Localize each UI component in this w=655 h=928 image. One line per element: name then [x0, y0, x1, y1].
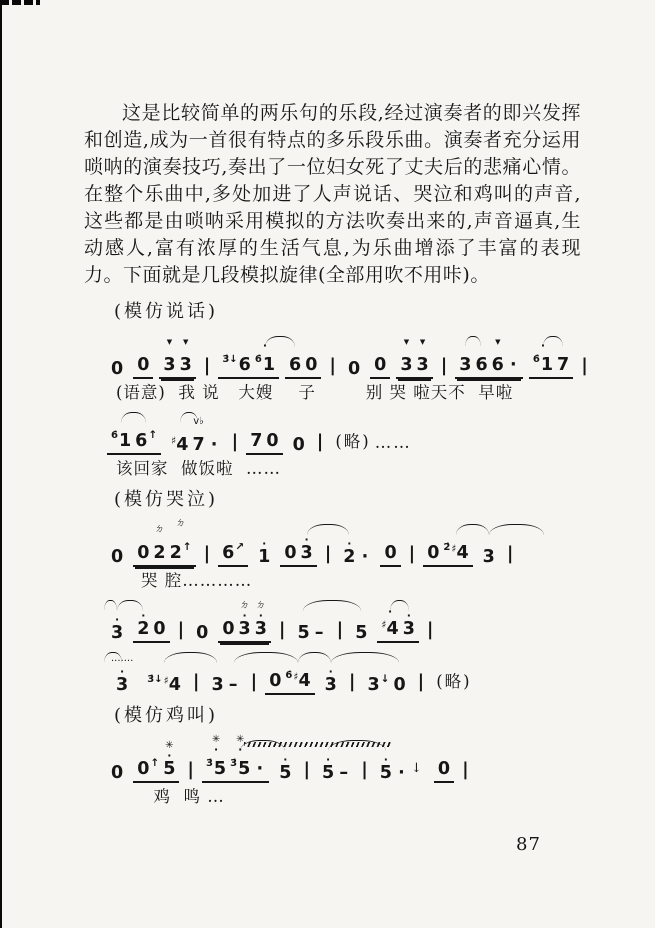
- text-token: ↓: [410, 761, 424, 776]
- note: [196, 603, 208, 643]
- accidental: ♯: [381, 619, 387, 631]
- note: [170, 517, 192, 563]
- beamed-note-group: [380, 523, 400, 567]
- barline: |: [440, 355, 448, 376]
- note: [255, 599, 267, 639]
- pitch-arrow: ↑: [148, 429, 158, 441]
- note-digit: 5: [322, 763, 335, 783]
- note: [250, 411, 262, 451]
- octave-dot: ·: [387, 605, 393, 618]
- slur-arc: [117, 600, 143, 611]
- slur-arc: [104, 600, 117, 611]
- barline: |: [336, 619, 344, 640]
- text-token: ……: [374, 433, 412, 452]
- barline: |: [316, 431, 324, 452]
- barline: |: [303, 759, 311, 780]
- note-digit: 0: [153, 619, 166, 639]
- accidental: ♯: [163, 675, 169, 687]
- technique-mark: ㄉ: [175, 518, 186, 529]
- note-digit: $^{3̇}$5: [205, 758, 227, 779]
- octave-dot: ·: [238, 743, 243, 756]
- beamed-note-group: [218, 599, 271, 643]
- technique-mark: ·······: [111, 656, 134, 667]
- note-digit: 0: [384, 543, 397, 563]
- note-digit: 0: [111, 763, 124, 783]
- scan-edge-line: [0, 0, 2, 928]
- note-digit: 0: [266, 431, 279, 451]
- octave-dot: [137, 747, 159, 754]
- octave-dot: [222, 531, 244, 538]
- octave-dot: ·: [242, 609, 247, 622]
- pitch-arrow: ↑: [150, 757, 160, 769]
- note-digit: $^{3̇↓}$6: [222, 354, 251, 375]
- slur-arc: [331, 652, 399, 663]
- barline: |: [187, 759, 194, 780]
- staccato-mark: ▼: [182, 338, 189, 346]
- technique-mark: ㄉ: [239, 600, 250, 611]
- note-group: [432, 668, 475, 695]
- note-digit: 2↑: [169, 541, 192, 563]
- note-digit: ·: [361, 547, 369, 567]
- beamed-note-group: [218, 329, 279, 379]
- note: [163, 335, 175, 375]
- note-digit: 0: [284, 543, 297, 563]
- slur-arc: [465, 336, 481, 347]
- note-digit: 0: [111, 547, 124, 567]
- barline: |: [361, 759, 368, 780]
- note-digit: $^{3̇↓♯}$4: [147, 674, 181, 695]
- grace-note: 3̇: [205, 758, 213, 769]
- octave-dot: ·: [213, 743, 219, 756]
- grace-note: 6̇: [254, 354, 262, 365]
- staccato-mark: ▼: [166, 338, 173, 346]
- note-digit: 0: [269, 671, 282, 691]
- note: [427, 523, 439, 563]
- barline: |: [462, 759, 469, 780]
- note-digit: 3: [163, 355, 176, 375]
- note-digit: –: [228, 675, 238, 695]
- note-digit: ·: [510, 355, 517, 375]
- staccato-mark: ▼: [403, 338, 410, 346]
- text-token: (略): [436, 672, 472, 691]
- note-digit: ·: [210, 435, 218, 455]
- note-digit: 0: [347, 359, 361, 379]
- note-digit: 3: [416, 355, 429, 375]
- octave-dot: ·: [120, 665, 125, 678]
- barline: |: [278, 619, 286, 640]
- octave-dot: ·: [283, 753, 288, 766]
- note-digit: 3: [482, 547, 495, 567]
- octave-dot: [171, 425, 188, 432]
- barline: |: [250, 671, 258, 692]
- barline: |: [408, 543, 416, 564]
- note: [305, 335, 317, 375]
- slur-arc: [104, 652, 122, 663]
- note-group: [107, 743, 127, 783]
- note: [137, 523, 149, 563]
- note-digit: 0: [427, 543, 440, 563]
- note-digit: $^{6̇}$1: [532, 354, 554, 375]
- lyric-line: 哭 腔…………: [116, 571, 253, 590]
- grace-note: 3̇: [230, 758, 238, 769]
- octave-dot: ·: [540, 339, 546, 352]
- note-digit: 0: [305, 355, 318, 375]
- section-label: (模仿鸡叫): [114, 705, 219, 726]
- note: [209, 415, 220, 455]
- grace-note: 3̇↓: [222, 354, 238, 365]
- octave-dot: [170, 531, 192, 538]
- barline: |: [192, 671, 200, 692]
- note-digit: 2: [137, 619, 150, 639]
- note-digit: 0: [111, 359, 124, 379]
- barline: |: [231, 431, 239, 452]
- note-digit: 5: [163, 759, 176, 779]
- slur-arc: [390, 600, 410, 611]
- notes-row: [104, 649, 581, 695]
- note: [222, 517, 244, 563]
- beamed-note-group: [434, 739, 454, 783]
- note-digit: 6: [289, 355, 302, 375]
- note: [396, 743, 407, 783]
- pitch-arrow: ↑: [182, 541, 192, 553]
- beamed-note-group: [218, 517, 248, 567]
- body-paragraph: 这是比较简单的两乐句的乐段,经过演奏者的即兴发挥和创造,成为一首很有特点的多乐段乐曲。演奏者充分运用唢呐的演奏技巧,奏出了一位妇女死了丈夫后的悲痛心情。在整个乐曲中,多处加进了人声说话、哭泣和鸡叫的声音,这些都是由唢呐采用模拟的方法吹奏出来的,声音逼真,生动感人,富有浓厚的生活气息,为乐曲增添了丰富的表现力。下面就是几段模拟旋律(全部用吹不用咔)。: [84, 102, 581, 286]
- music-line: [104, 409, 581, 479]
- octave-dot: ·: [262, 537, 267, 550]
- octave-dot: ·: [262, 339, 268, 352]
- note-digit: 0: [292, 435, 305, 455]
- note: [222, 329, 251, 375]
- text-token: (略): [335, 432, 371, 451]
- lyric-line: (语意) 我 说 大嫂 子 别 哭 啦天不 早啦: [116, 383, 514, 402]
- note-digit: 5: [279, 763, 292, 783]
- note-digit: $^{2̇♯}$4: [443, 542, 469, 563]
- note-digit: 3: [324, 675, 337, 695]
- slur-arc: [265, 336, 295, 347]
- note-digit: 6: [475, 355, 488, 375]
- note-digit: 2: [343, 547, 356, 567]
- note: [239, 599, 251, 639]
- note-digit: 3: [300, 543, 313, 563]
- beamed-note-group: [133, 335, 153, 379]
- slur-arc: [164, 652, 217, 663]
- octave-dot: [367, 663, 389, 670]
- note-digit: 5: [297, 623, 310, 643]
- note-digit: ♯4: [381, 619, 399, 639]
- music-line: [104, 597, 581, 643]
- note-group: [107, 339, 127, 379]
- page-number: 87: [516, 834, 541, 855]
- slur-arc: [543, 336, 563, 347]
- beamed-note-group: [396, 335, 432, 379]
- accidental: ♯: [451, 543, 457, 555]
- note: [137, 733, 159, 779]
- note: [348, 339, 360, 379]
- note-digit: 3: [238, 619, 251, 639]
- note: [111, 527, 123, 567]
- music-line: [104, 649, 581, 695]
- staccato-mark: ▼: [495, 338, 501, 346]
- slur-arc: [456, 524, 490, 535]
- note: [266, 411, 278, 451]
- note: [258, 527, 270, 567]
- note-digit: –: [314, 623, 324, 643]
- music-line: [104, 518, 581, 591]
- note-digit: 6: [491, 355, 504, 375]
- note-digit: 0: [196, 623, 209, 643]
- note: [374, 335, 386, 375]
- octave-dot: ·: [115, 613, 120, 626]
- note: [222, 599, 234, 639]
- note-digit: 2: [153, 543, 166, 563]
- slur-arc: [303, 600, 361, 611]
- note-digit: ♯4: [171, 435, 189, 455]
- note: [111, 339, 123, 379]
- music-line: [104, 734, 581, 807]
- note: [400, 335, 412, 375]
- barline: |: [426, 619, 434, 640]
- grace-note: 6̇: [111, 430, 118, 441]
- barline: |: [203, 543, 211, 564]
- note: [230, 733, 250, 779]
- beamed-note-group: [133, 517, 195, 567]
- note: [492, 335, 504, 375]
- trill-wavy-line: [244, 742, 392, 747]
- beamed-note-group: [159, 335, 195, 379]
- note-group: [344, 339, 364, 379]
- accidental: ♯: [171, 435, 177, 447]
- note: [284, 523, 296, 563]
- barline: |: [506, 543, 514, 564]
- staccato-mark: ▼: [419, 338, 426, 346]
- slur-arc: [298, 652, 332, 663]
- note-digit: 3↓: [367, 673, 390, 695]
- section-label: (模仿哭泣): [114, 489, 219, 510]
- notes-row: [104, 597, 581, 643]
- technique-mark: ㄉ: [154, 524, 165, 535]
- note-digit: 7: [250, 431, 263, 451]
- octave-dot: ·: [167, 749, 172, 762]
- octave-dot: ·: [347, 537, 352, 550]
- note-digit: 3: [254, 619, 267, 639]
- note-digit: 6↗: [222, 541, 245, 563]
- note-group: [254, 527, 274, 567]
- note: [508, 335, 519, 375]
- note-group: [192, 603, 212, 643]
- note-digit: $^{6̇}$1: [111, 430, 132, 451]
- beamed-note-group: [370, 335, 390, 379]
- note-digit: 7: [557, 355, 570, 375]
- note: [417, 335, 429, 375]
- grace-note: 6̇: [532, 354, 540, 365]
- note-digit: 0: [137, 543, 150, 563]
- slur-arc: [121, 412, 146, 423]
- grace-note: 2̇: [443, 542, 451, 553]
- music-area: [84, 297, 588, 807]
- note-digit: 0: [222, 619, 235, 639]
- technique-mark: v♭: [193, 416, 204, 427]
- barline: |: [417, 671, 425, 692]
- note-digit: 5: [355, 623, 368, 643]
- octave-dot: ·: [141, 609, 146, 622]
- note-group: [289, 415, 309, 455]
- note-digit: ·: [398, 763, 405, 783]
- note-digit: 3: [459, 355, 472, 375]
- slur-arc: [307, 524, 349, 535]
- note-digit: $^{6̇♯}$4: [285, 670, 311, 691]
- note-digit: 0: [374, 355, 387, 375]
- grace-note: 6̇: [285, 670, 293, 681]
- octave-dot: [222, 343, 251, 350]
- section-label: (模仿说话): [114, 301, 219, 322]
- accidental: ♯: [293, 671, 299, 683]
- note-digit: $^{3̇}$5: [230, 758, 251, 779]
- grace-note: 3̇↓: [147, 674, 163, 685]
- octave-dot: [147, 663, 181, 670]
- lyric-line: 该回家 做饭啦 ……: [116, 459, 281, 478]
- note: [137, 335, 149, 375]
- octave-dot: ·: [383, 753, 388, 766]
- octave-dot: ·: [406, 609, 411, 622]
- octave-dot: ·: [326, 753, 331, 766]
- barline: |: [329, 355, 336, 376]
- note-digit: 5: [379, 763, 392, 783]
- technique-mark: ✳: [165, 740, 174, 751]
- note: [359, 527, 370, 567]
- notes-row: [104, 734, 581, 783]
- note-digit: 0: [393, 675, 406, 695]
- note-digit: 3: [179, 355, 192, 375]
- technique-mark: ✳: [235, 734, 245, 745]
- note: [293, 415, 305, 455]
- note-digit: 6↑: [135, 429, 158, 451]
- beamed-note-group: [133, 733, 179, 783]
- pitch-arrow: ↓: [380, 673, 390, 685]
- barline: |: [324, 543, 332, 564]
- note-group: [331, 428, 415, 455]
- note: [111, 743, 123, 783]
- notes-row: [104, 333, 588, 379]
- note: [206, 733, 226, 779]
- slur-arc: [489, 524, 544, 535]
- note: [163, 739, 175, 779]
- note-digit: 0: [437, 759, 451, 779]
- barline: |: [348, 671, 356, 692]
- technique-mark: ✳: [211, 734, 221, 745]
- octave-dot: ·: [258, 609, 263, 622]
- slur-arc: [180, 412, 199, 423]
- note-digit: 7: [192, 435, 205, 455]
- note-digit: ·: [256, 759, 264, 779]
- technique-mark: ㄉ: [255, 600, 266, 611]
- note: [153, 523, 165, 563]
- note-digit: $^{6̇}$1: [254, 354, 276, 375]
- notes-row: [104, 409, 581, 455]
- pitch-arrow: ↗: [235, 541, 245, 553]
- barline: |: [203, 355, 211, 376]
- note-group: [107, 527, 127, 567]
- note: [153, 599, 165, 639]
- note-digit: 3: [402, 619, 415, 639]
- slur-arc: [234, 652, 298, 663]
- beamed-note-group: [246, 411, 282, 455]
- note-digit: 3: [400, 355, 413, 375]
- note-digit: 0↑: [137, 757, 160, 779]
- barline: |: [177, 619, 185, 640]
- lyric-line: 鸡 鸣 …: [116, 787, 225, 806]
- octave-dot: ·: [328, 665, 333, 678]
- note-digit: 0: [137, 355, 150, 375]
- note-digit: 3: [211, 675, 224, 695]
- note: [180, 335, 192, 375]
- note-digit: 3: [111, 623, 124, 643]
- note-digit: –: [339, 763, 349, 783]
- note-digit: 1: [258, 547, 271, 567]
- notes-row: [104, 518, 581, 567]
- octave-dot: ·: [304, 533, 309, 546]
- music-line: [104, 333, 588, 403]
- note-digit: 3: [116, 675, 129, 695]
- barline: |: [581, 355, 588, 376]
- note: [384, 523, 396, 563]
- note: [438, 739, 450, 779]
- scan-corner-mark: [0, 0, 40, 5]
